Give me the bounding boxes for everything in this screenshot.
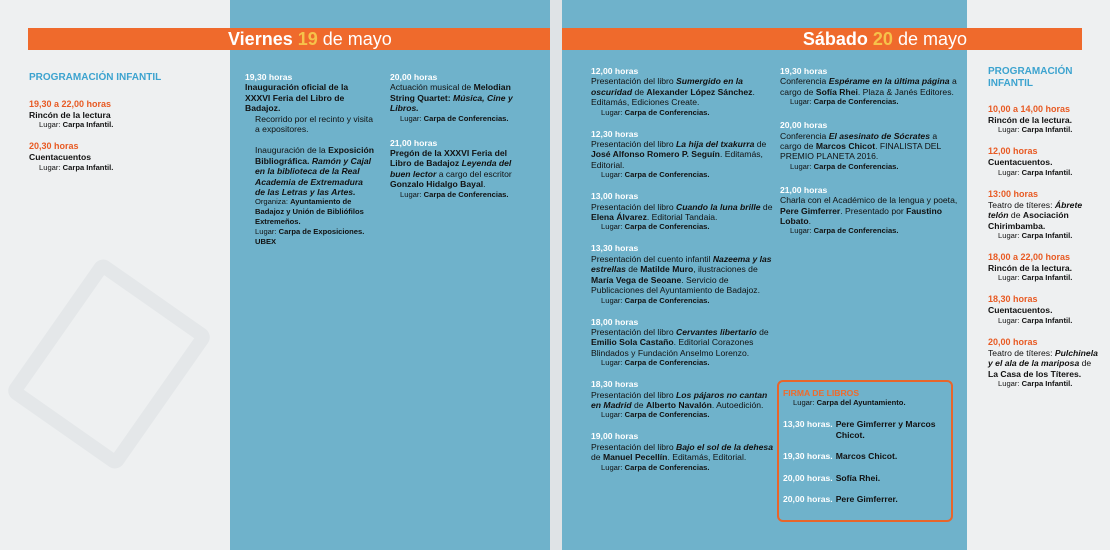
saturday-page — [562, 0, 1110, 550]
event-title: Inauguración oficial de la XXXVI Feria del Libro de Badajoz. — [245, 82, 349, 114]
event-location: Lugar: Carpa Infantil. — [998, 231, 1073, 241]
event-time: 21,00 horas — [780, 184, 828, 195]
event-location: Lugar: Carpa Infantil. — [39, 120, 114, 130]
list-item — [29, 99, 219, 130]
friday-banner — [28, 28, 550, 50]
event-block — [780, 185, 958, 237]
signing-row: 20,00 horas. Sofía Rhei. — [783, 472, 881, 483]
section-header: PROGRAMACIÓN INFANTIL — [988, 66, 1073, 89]
saturday-infantil-column — [988, 66, 1100, 400]
saturday-banner — [562, 28, 1082, 50]
event-description: Presentación del libro Cervantes libertario de Emilio Sola Castaño. Editorial Corazones Blindados y Fundación Anselmo Lorenzo. — [591, 326, 769, 358]
event-time: 13,00 horas — [591, 191, 639, 202]
event-time: 12,00 horas — [591, 66, 639, 76]
organizer: Organiza: Ayuntamiento de Badajoz y Unión de Bibliófilos Extremeños. — [255, 197, 364, 227]
list-item — [29, 141, 219, 172]
banner-day-number: 19 — [297, 29, 318, 49]
event-description: Presentación del libro Bajo el sol de la dehesa de Manuel Pecellín. Editamás, Editorial. — [591, 441, 773, 463]
list-item — [988, 252, 1100, 283]
event-time: 19,00 horas — [591, 431, 639, 442]
event-location: Lugar: Carpa de Conferencias. — [400, 189, 509, 199]
event-time: 18,00 a 22,00 horas — [988, 252, 1071, 263]
event-time: 18,00 horas — [591, 316, 639, 327]
signing-row: 20,00 horas. Pere Gimferrer. — [783, 494, 898, 505]
event-location: Lugar: Carpa de Conferencias. — [790, 97, 899, 107]
signing-row: 13,30 horas. Pere Gimferrer y Marcos Chicot. — [783, 419, 936, 440]
event-location: Lugar: Carpa de Exposiciones. UBEX — [255, 227, 365, 247]
event-time: 18,30 horas — [591, 379, 639, 390]
signing-row: 19,30 horas. Marcos Chicot. — [783, 451, 898, 462]
event-location: Lugar: Carpa de Conferencias. — [601, 295, 710, 305]
event-block — [591, 243, 773, 305]
signing-title: FIRMA DE LIBROS — [783, 388, 860, 398]
event-block — [591, 66, 773, 118]
signing-location: Lugar: Carpa del Ayuntamiento. — [793, 398, 906, 408]
event-description: Recorrido por el recinto y visita a expositores. — [255, 113, 373, 135]
event-title: Cuentacuentos. — [988, 157, 1053, 168]
event-description: Presentación del cuento infantil Nazeema y las estrellas de Matilde Muro, ilustraciones de María Vega de Seoane. Servicio de Publicaciones del Ayuntamiento de Badajoz. — [591, 253, 772, 296]
event-time: 18,30 horas — [988, 294, 1038, 305]
event-title: Teatro de títeres: Pulchinela y el ala de la mariposa de La Casa de los Títeres. — [988, 347, 1098, 379]
event-description: Conferencia El asesinato de Sócrates a cargo de Marcos Chicot. FINALISTA DEL PREMIO PLANETA 2016. — [780, 130, 941, 162]
event-block — [591, 431, 773, 472]
event-title: Rincón de la lectura. — [988, 115, 1073, 125]
decorative-shape — [4, 256, 213, 473]
event-title: Rincón de la lectura — [29, 110, 111, 120]
event-block — [591, 129, 773, 181]
saturday-column-2 — [780, 66, 958, 247]
event-time: 19,30 horas — [245, 72, 293, 82]
event-title: Cuentacuentos — [29, 152, 92, 163]
banner-month: de mayo — [897, 29, 967, 49]
event-location: Lugar: Carpa de Conferencias. — [400, 113, 509, 123]
event-time: 19,30 a 22,00 horas — [29, 99, 112, 109]
event-location: Lugar: Carpa Infantil. — [998, 125, 1073, 135]
event-location: Lugar: Carpa de Conferencias. — [601, 107, 710, 117]
event-time: 13,30 horas — [591, 243, 639, 254]
book-signing-box — [777, 380, 953, 522]
event-title: Teatro de títeres: Ábrete telón de Asociación Chirimbamba. — [988, 199, 1083, 231]
event-description: Presentación del libro Los pájaros no cantan en Madrid de Alberto Navalón. Autoedición. — [591, 389, 768, 410]
event-description: Pregón de la XXXVI Feria del Libro de Badajoz Leyenda del buen lector a cargo del escritor Gonzalo Hidalgo Bayal. — [390, 148, 512, 190]
event-location: Lugar: Carpa de Conferencias. — [601, 462, 710, 472]
exposition-text: Inauguración de la Exposición Bibliográfica. Ramón y Cajal en la biblioteca de la Real Academia de Extremadura de las Letras y las Artes. — [255, 145, 374, 198]
event-description: Presentación del libro La hija del txakurra de José Alfonso Romero P. Seguín. Editamás, Editorial. — [591, 139, 767, 170]
event-location: Lugar: Carpa de Conferencias. — [790, 161, 899, 171]
banner-day: Viernes — [228, 29, 293, 49]
event-time: 12,00 horas — [988, 146, 1038, 157]
list-item — [988, 189, 1100, 241]
event-block — [780, 66, 958, 107]
event-location: Lugar: Carpa de Conferencias. — [601, 222, 710, 232]
friday-infantil-column — [29, 72, 219, 184]
event-location: Lugar: Carpa de Conferencias. — [601, 170, 710, 180]
event-block — [591, 379, 773, 420]
event-location: Lugar: Carpa Infantil. — [39, 162, 114, 172]
event-location: Lugar: Carpa Infantil. — [998, 273, 1073, 283]
event-block — [591, 191, 773, 232]
event-location: Lugar: Carpa Infantil. — [998, 379, 1073, 389]
event-location: Lugar: Carpa de Conferencias. — [790, 226, 899, 236]
event-description: Presentación del libro Sumergido en la oscuridad de Alexander López Sánchez. Editamás, Ediciones Create. — [591, 76, 755, 108]
event-block — [390, 72, 518, 124]
event-time: 20,30 horas — [29, 141, 79, 152]
event-description: Actuación musical de Melodian String Quartet: Música, Cine y Libros. — [390, 82, 513, 114]
event-time: 12,30 horas — [591, 128, 639, 139]
event-location: Lugar: Carpa Infantil. — [998, 167, 1073, 177]
section-header: PROGRAMACIÓN INFANTIL — [29, 72, 162, 83]
saturday-column-1 — [591, 66, 773, 484]
event-time: 19,30 horas — [780, 66, 828, 76]
event-title: Cuentacuentos. — [988, 305, 1053, 316]
event-description: Conferencia Espérame en la última página a cargo de Sofía Rhei. Plaza & Janés Editores. — [780, 76, 957, 97]
banner-day: Sábado — [802, 29, 868, 49]
event-time: 20,00 horas — [780, 120, 828, 131]
event-location: Lugar: Carpa de Conferencias. — [601, 410, 710, 420]
event-time: 13:00 horas — [988, 188, 1039, 199]
event-time: 10,00 a 14,00 horas — [988, 104, 1071, 114]
event-description: Presentación del libro Cuando la luna brille de Elena Álvarez. Editorial Tandaia. — [591, 201, 773, 223]
list-item — [988, 337, 1100, 389]
event-title: Rincón de la lectura. — [988, 263, 1073, 274]
event-location: Lugar: Carpa de Conferencias. — [601, 358, 710, 368]
event-block — [780, 120, 958, 172]
banner-day-number: 20 — [872, 29, 893, 49]
event-block — [591, 317, 773, 369]
friday-page — [0, 0, 550, 550]
list-item — [988, 146, 1100, 177]
event-time: 20,00 horas — [390, 72, 438, 82]
event-block — [390, 138, 518, 200]
event-location: Lugar: Carpa Infantil. — [998, 315, 1073, 325]
event-time: 21,00 horas — [390, 137, 438, 148]
event-time: 20,00 horas — [988, 336, 1038, 347]
friday-column-2 — [390, 72, 518, 211]
friday-column-1 — [245, 72, 375, 247]
list-item — [988, 294, 1100, 325]
list-item — [988, 104, 1100, 135]
event-description: Charla con el Académico de la lengua y poeta, Pere Gimferrer. Presentado por Faustino Lobato. — [780, 195, 958, 227]
banner-month: de mayo — [322, 29, 392, 49]
